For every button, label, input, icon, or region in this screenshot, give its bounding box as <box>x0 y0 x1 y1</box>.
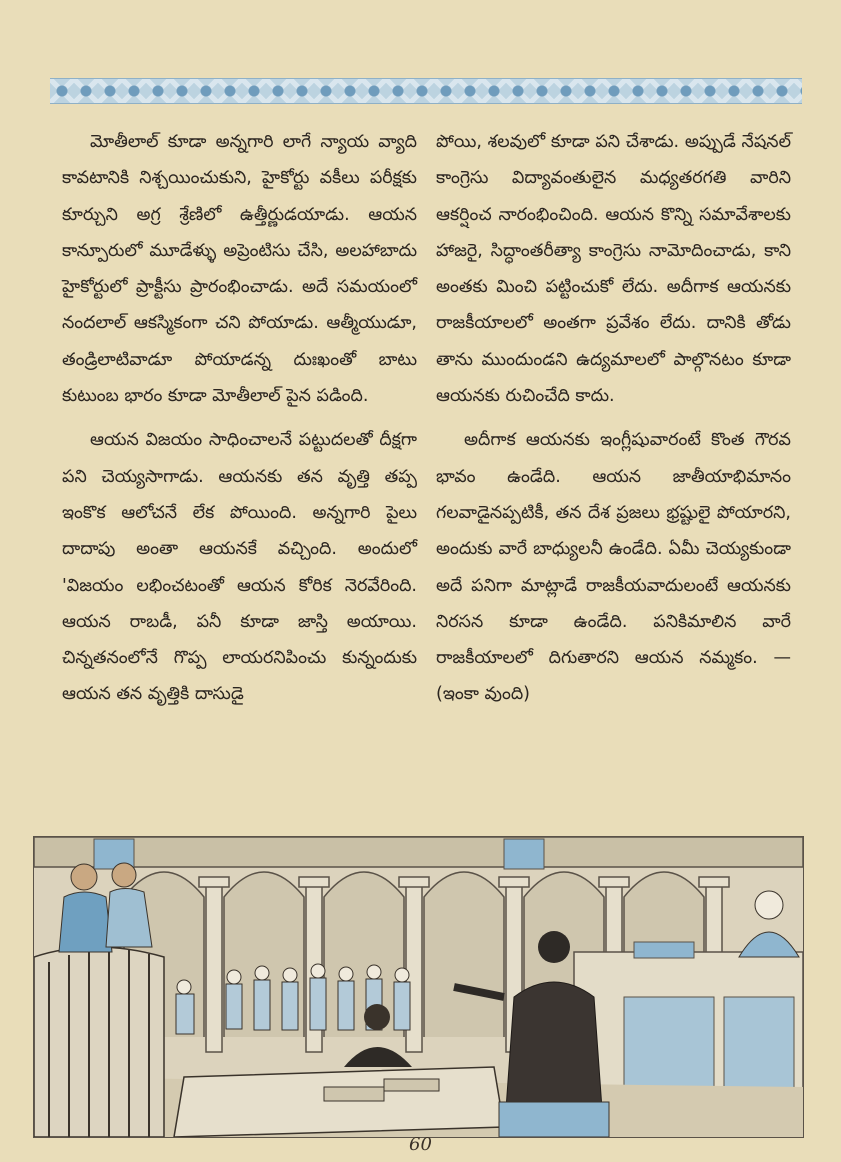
paragraph: ఆయన విజయం సాధించాలనే పట్టుదలతో దీక్షగా పని చెయ్యసాగాడు. ఆయనకు తన వృత్తి తప్ప ఇంకొక ఆలోచనే లేక పోయింది. అన్నగారి పైలు దాదాపు అంతా ఆయనకే వచ్చింది. అందులో 'విజయం లభించటంతో ఆయన కోరిక నెరవేరింది. ఆయన రాబడీ, పనీ కూడా జాస్తి అయాయి. చిన్నతనంలోనే గొప్ప లాయరనిపించు కున్నందుకు ఆయన తన వృత్తికి దాసుడై <box>62 430 417 705</box>
decorative-border <box>50 78 802 104</box>
courtroom-illustration <box>33 836 804 1138</box>
text-column-left <box>62 124 417 721</box>
paragraph: మోతీలాల్ కూడా అన్నగారి లాగే న్యాయ వ్యాది కావటానికి నిశ్చయించుకుని, హైకోర్టు వకీలు పరీక్షకు కూర్చుని అగ్ర శ్రేణిలో ఉత్తీర్ణుడయాడు. ఆయన కాన్పూరులో మూడేళ్ళు అప్రెంటిసు చేసి, అలహాబాదు హైకోర్టులో ప్రాక్టీసు ప్రారంభించాడు. అదే సమయంలో నందలాల్ ఆకస్మికంగా చని పోయాడు. ఆత్మీయుడూ, తండ్రిలాటివాడూ పోయాడన్న దుఃఖంతో బాటు కుటుంబ భారం కూడా మోతీలాల్ పైన పడింది. <box>62 132 417 407</box>
page-number: 60 <box>409 1134 432 1155</box>
paragraph: పోయి, శలవులో కూడా పని చేశాడు. అప్పుడే నేషనల్ కాంగ్రెసు విద్యావంతులైన మధ్యతరగతి వారిని ఆకర్షించ నారంభించింది. ఆయన కొన్ని సమావేశాలకు హాజరై, సిద్ధాంతరీత్యా కాంగ్రెసు నామోదించాడు, కాని అంతకు మించి పట్టించుకో లేదు. అదీగాక ఆయనకు రాజకీయాలలో అంతగా ప్రవేశం లేదు. దానికి తోడు తాను ముందుండని ఉద్యమాలలో పాల్గొనటం కూడా ఆయనకు రుచించేది కాదు. <box>436 132 791 407</box>
text-column-right <box>436 124 791 721</box>
paragraph: అదీగాక ఆయనకు ఇంగ్లీషువారంటే కొంత గౌరవ భావం ఉండేది. ఆయన జాతీయాభిమానం గలవాడైనప్పటికీ, తన దేశ ప్రజలు భ్రష్టులై పోయారని, అందుకు వారే బాధ్యులనీ ఉండేది. ఏమీ చెయ్యకుండా అదే పనిగా మాట్లాడే రాజకీయవాదులంటే ఆయనకు నిరసన కూడా ఉండేది. పనికిమాలిన వారే రాజకీయాలలో దిగుతారని ఆయన నమ్మకం. —(ఇంకా వుంది) <box>436 430 791 705</box>
